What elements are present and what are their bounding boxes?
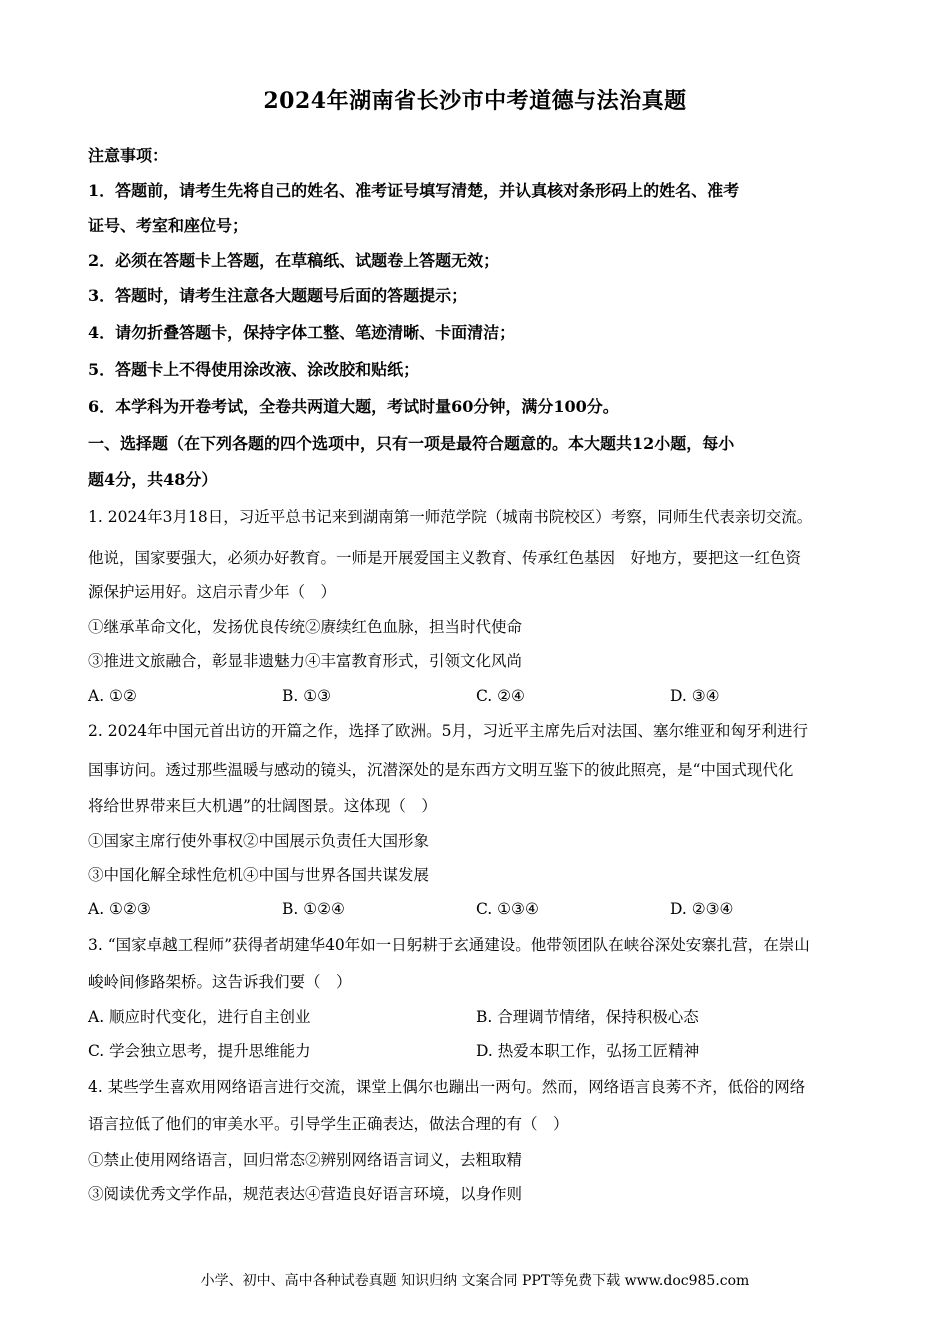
question-2-choice: ①国家主席行使外事权②中国展示负责任大国形象 [88,832,430,850]
question-3-option-d: D. 热爱本职工作，弘扬工匠精神 [476,1042,700,1060]
question-3-option-c: C. 学会独立思考，提升思维能力 [88,1042,311,1060]
question-2-option-b: B. ①②④ [282,900,345,918]
question-3-option-b: B. 合理调节情绪，保持积极心态 [476,1008,699,1026]
question-1-text: 他说，国家要强大，必须办好教育。一师是开展爱国主义教育、传承红色基因 好地方，要把这一红色资 [88,549,802,567]
notice-item: 5．答题卡上不得使用涂改液、涂改胶和贴纸； [88,360,420,379]
section-heading: 一、选择题（在下列各题的四个选项中，只有一项是最符合题意的。本大题共12小题，每小 [88,434,735,453]
question-1-choice: ③推进文旅融合，彰显非遗魅力④丰富教育形式，引领文化风尚 [88,652,523,670]
question-2-option-a: A. ①②③ [88,900,151,918]
question-2-option-c: C. ①③④ [476,900,539,918]
notice-heading: 注意事项： [88,146,169,165]
section-heading-cont: 题4分，共48分） [88,470,218,489]
question-1-option-a: A. ①② [88,687,137,705]
question-3-option-a: A. 顺应时代变化，进行自主创业 [88,1008,311,1026]
question-4-choice: ①禁止使用网络语言，回归常态②辨别网络语言词义，去粗取精 [88,1151,523,1169]
question-1-option-b: B. ①③ [282,687,332,705]
question-4-text: 4. 某些学生喜欢用网络语言进行交流，课堂上偶尔也蹦出一两句。然而，网络语言良莠不齐，低俗的网络 [88,1078,806,1096]
question-4-choice: ③阅读优秀文学作品，规范表达④营造良好语言环境，以身作则 [88,1185,523,1203]
question-2-text: 2. 2024年中国元首出访的开篇之作，选择了欧洲。5月，习近平主席先后对法国、塞尔维亚和匈牙利进行 [88,722,809,740]
question-3-text: 3. “国家卓越工程师”获得者胡建华40年如一日躬耕于玄通建设。他带领团队在峡谷深处安寨扎营，在崇山 [88,936,810,954]
question-4-text: 语言拉低了他们的审美水平。引导学生正确表达，做法合理的有（ ） [88,1115,569,1133]
question-1-option-d: D. ③④ [670,687,720,705]
question-1-choice: ①继承革命文化，发扬优良传统②赓续红色血脉，担当时代使命 [88,618,523,636]
notice-item: 4．请勿折叠答题卡，保持字体工整、笔迹清晰、卡面清洁； [88,323,516,342]
page-title: 2024年湖南省长沙市中考道德与法治真题 [263,88,687,114]
notice-item: 6．本学科为开卷考试，全卷共两道大题，考试时量60分钟，满分100分。 [88,397,619,416]
notice-item: 2．必须在答题卡上答题，在草稿纸、试题卷上答题无效； [88,251,500,270]
question-1-option-c: C. ②④ [476,687,525,705]
question-2-choice: ③中国化解全球性危机④中国与世界各国共谋发展 [88,866,430,884]
notice-item: 证号、考室和座位号； [88,216,249,235]
question-1-text: 1. 2024年3月18日，习近平总书记来到湖南第一师范学院（城南书院校区）考察，同师生代表亲切交流。 [88,508,813,526]
question-1-text: 源保护运用好。这启示青少年（ ） [88,583,337,601]
notice-item: 1．答题前，请考生先将自己的姓名、准考证号填写清楚，并认真核对条形码上的姓名、准考 [88,181,740,200]
question-2-option-d: D. ②③④ [670,900,734,918]
notice-item: 3．答题时，请考生注意各大题题号后面的答题提示； [88,286,468,305]
question-3-text: 峻岭间修路架桥。这告诉我们要（ ） [88,973,352,991]
page-footer: 小学、初中、高中各种试卷真题 知识归纳 文案合同 PPT等免费下载 www.doc985.com [200,1273,750,1289]
question-2-text: 国事访问。透过那些温暖与感动的镜头，沉潜深处的是东西方文明互鉴下的彼此照亮，是“中国式现代化 [88,761,794,779]
question-2-text: 将给世界带来巨大机遇”的壮阔图景。这体现（ ） [88,797,437,815]
